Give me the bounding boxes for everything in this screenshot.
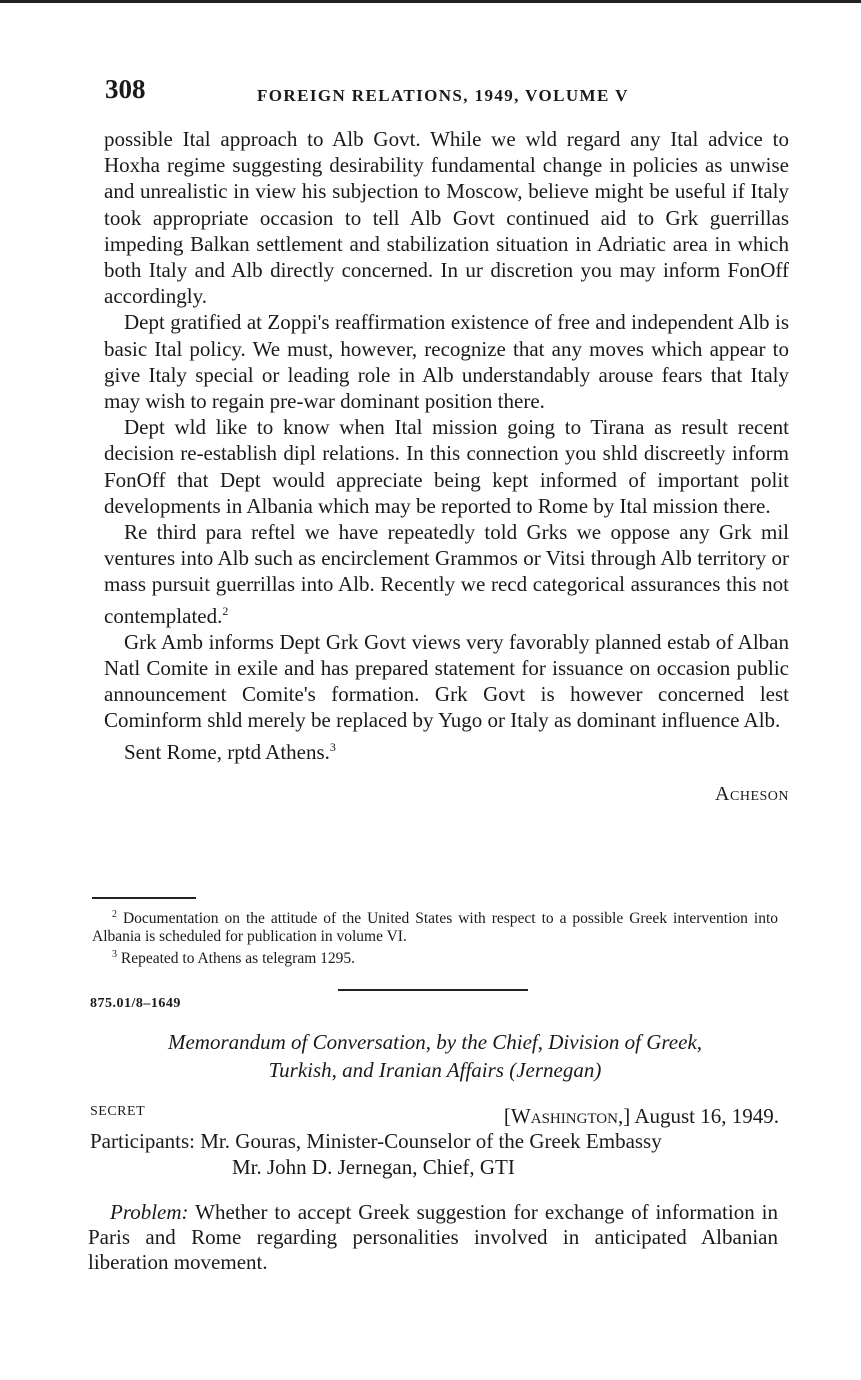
paragraph: Grk Amb informs Dept Grk Govt views very favorably planned estab of Alban Natl Comite in exile and has prepared statement for issuance on occasion public announcement Comite's formation. Grk Govt is however concerned lest Cominform shld merely be replaced by Yugo or Italy as dominant influence Alb. <box>104 629 789 733</box>
classification: SECRET <box>90 1104 146 1119</box>
problem-text: Whether to accept Greek suggestion for exchange of information in Paris and Rome regarding personalities involved in anticipated Albanian liberation movement. <box>88 1200 778 1274</box>
dateline-place: Washington, <box>510 1104 624 1128</box>
memo-title <box>90 1028 780 1084</box>
participants-row <box>90 1154 780 1180</box>
section-separator <box>338 989 528 991</box>
problem-label: Problem: <box>110 1200 189 1224</box>
participants <box>90 1128 780 1180</box>
running-title: FOREIGN RELATIONS, 1949, VOLUME V <box>257 86 629 105</box>
paragraph <box>104 519 789 629</box>
signature: Acheson <box>715 782 789 805</box>
footnote-rule <box>92 897 196 899</box>
paragraph <box>104 734 789 765</box>
dateline-date: August 16, 1949. <box>634 1104 779 1128</box>
footnote-mark: 3 <box>329 739 336 754</box>
footnotes <box>92 906 778 968</box>
file-number: 875.01/8–1649 <box>90 996 181 1011</box>
paragraph: Dept wld like to know when Ital mission going to Tirana as result recent decision re-establish dipl relations. In this connection you shld discreetly inform FonOff that Dept would appreciate being kept informed of important polit developments in Albania which may be reported to Rome by Ital mission there. <box>104 415 789 518</box>
participants-row <box>90 1128 780 1154</box>
memo-title-line: Memorandum of Conversation, by the Chief, Division of Greek, <box>167 1030 703 1054</box>
footnote-mark: 2 <box>222 603 229 618</box>
problem-statement <box>88 1200 778 1275</box>
footnote-text: Repeated to Athens as telegram 1295. <box>120 950 356 968</box>
telegram-body <box>104 126 789 807</box>
footnote-text: Documentation on the attitude of the United States with respect to a possible Greek intervention into Albania is scheduled for publication in volume VI. <box>92 910 778 946</box>
paragraph: possible Ital approach to Alb Govt. While we wld regard any Ital advice to Hoxha regime suggesting desirability fundamental change in policies as unwise and unrealistic in view his subjection to Moscow, believe might be useful if Italy took appropriate occasion to tell Alb Govt continued aid to Grk guerrillas impeding Balkan settlement and stabilization situation in Adriatic area in which both Italy and Alb directly concerned. In ur discretion you may inform FonOff accordingly. <box>104 127 789 309</box>
footnote <box>92 906 778 946</box>
participant: Mr. Gouras, Minister-Counselor of the Greek Embassy <box>200 1129 662 1153</box>
footnote-number: 2 <box>112 909 117 920</box>
participant: Mr. John D. Jernegan, Chief, GTI <box>232 1155 515 1179</box>
footnote <box>92 946 778 968</box>
paragraph-text: Re third para reftel we have repeatedly told Grks we oppose any Grk mil ventures into Alb such as encirclement Grammos or Vitsi through Alb territory or mass pursuit guerrillas into Alb. Recently we recd categorical assurances this not contemplated. <box>104 520 789 628</box>
page-number: 308 <box>105 74 146 104</box>
paragraph: Dept gratified at Zoppi's reaffirmation existence of free and independent Alb is basic Ital policy. We must, however, recognize that any moves which appear to give Italy special or leading role in Alb understandably arouse fears that Italy may wish to regain pre-war dominant position there. <box>104 310 789 414</box>
memo-title-line: Turkish, and Iranian Affairs (Jernegan) <box>268 1058 602 1082</box>
participants-label: Participants: <box>90 1129 195 1153</box>
footnote-number: 3 <box>112 949 117 961</box>
dateline: [Washington,] August 16, 1949. <box>503 1104 779 1128</box>
top-border <box>0 0 861 3</box>
page-header <box>105 74 785 110</box>
paragraph-text: Sent Rome, rptd Athens. <box>124 739 330 764</box>
